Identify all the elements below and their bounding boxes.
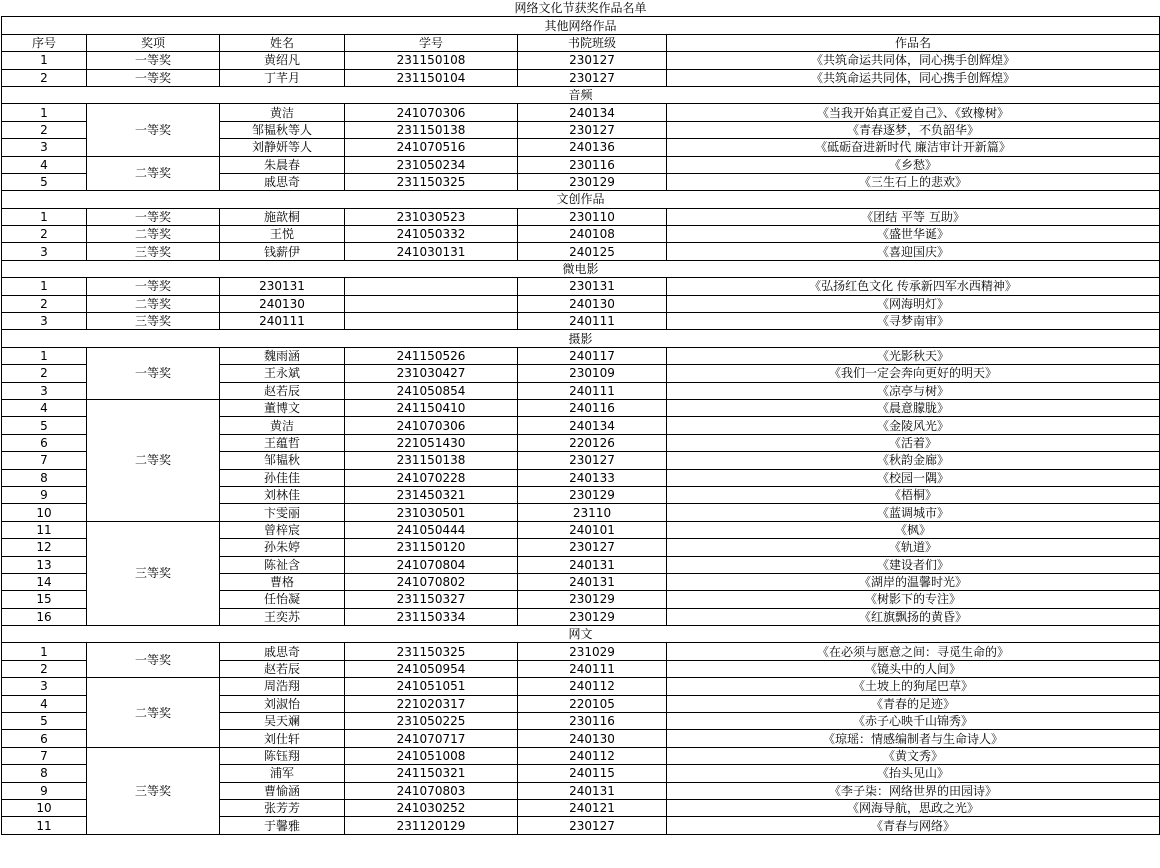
- class-code: 240130: [518, 295, 667, 312]
- award-cell: 三等奖: [87, 747, 220, 834]
- class-code: 240112: [518, 678, 667, 695]
- student-id: 231150120: [345, 539, 518, 556]
- section-row: [2, 17, 1160, 34]
- award-list-body: [2, 0, 1160, 834]
- student-id: 241050854: [345, 382, 518, 399]
- class-code: 240133: [518, 469, 667, 486]
- table-row: [2, 208, 1160, 225]
- student-id: 241070516: [345, 139, 518, 156]
- winner-name: 曾梓宸: [220, 521, 345, 538]
- winner-name: 任怡凝: [220, 591, 345, 608]
- table-row: [2, 521, 1160, 538]
- col-header-award: 奖项: [87, 34, 220, 51]
- student-id: 231030523: [345, 208, 518, 225]
- student-id: 221020317: [345, 695, 518, 712]
- work-title: 《土坡上的狗尾巴草》: [667, 678, 1160, 695]
- row-index: 2: [2, 295, 87, 312]
- class-code: 240121: [518, 799, 667, 816]
- work-title: 《我们一定会奔向更好的明天》: [667, 365, 1160, 382]
- student-id: 241050444: [345, 521, 518, 538]
- row-index: 2: [2, 69, 87, 86]
- row-index: 1: [2, 104, 87, 121]
- table-row: [2, 243, 1160, 260]
- student-id: 241030252: [345, 799, 518, 816]
- award-cell: 一等奖: [87, 347, 220, 399]
- winner-name: 黄洁: [220, 417, 345, 434]
- winner-name: 王蕴哲: [220, 434, 345, 451]
- row-index: 7: [2, 747, 87, 764]
- class-code: 231029: [518, 643, 667, 660]
- winner-name: 丁芊月: [220, 69, 345, 86]
- class-code: 240125: [518, 243, 667, 260]
- table-row: [2, 226, 1160, 243]
- student-id: 231050225: [345, 713, 518, 730]
- work-title: 《秋韵金廊》: [667, 452, 1160, 469]
- row-index: 15: [2, 591, 87, 608]
- award-cell: 二等奖: [87, 295, 220, 312]
- row-index: 11: [2, 817, 87, 834]
- work-title: 《青春逐梦，不负韶华》: [667, 121, 1160, 138]
- work-title: 《砥砺奋进新时代 廉洁审计开新篇》: [667, 139, 1160, 156]
- winner-name: 孙佳佳: [220, 469, 345, 486]
- winner-name: 王悦: [220, 226, 345, 243]
- table-row: [2, 52, 1160, 69]
- student-id: 231030501: [345, 504, 518, 521]
- award-cell: 二等奖: [87, 226, 220, 243]
- table-row: [2, 347, 1160, 364]
- student-id: 241050954: [345, 660, 518, 677]
- work-title: 《共筑命运共同体，同心携手创辉煌》: [667, 69, 1160, 86]
- work-title: 《喜迎国庆》: [667, 243, 1160, 260]
- col-header-name: 姓名: [220, 34, 345, 51]
- row-index: 6: [2, 434, 87, 451]
- row-index: 10: [2, 504, 87, 521]
- award-cell: 三等奖: [87, 243, 220, 260]
- table-row: [2, 399, 1160, 416]
- table-row: [2, 69, 1160, 86]
- table-row: [2, 678, 1160, 695]
- winner-name: 刘淑怡: [220, 695, 345, 712]
- student-id: 241051008: [345, 747, 518, 764]
- work-title: 《青春与网络》: [667, 817, 1160, 834]
- row-index: 8: [2, 469, 87, 486]
- row-index: 11: [2, 521, 87, 538]
- award-cell: 二等奖: [87, 399, 220, 521]
- student-id: 231450321: [345, 486, 518, 503]
- row-index: 5: [2, 173, 87, 190]
- section-row: [2, 191, 1160, 208]
- class-code: 240136: [518, 139, 667, 156]
- row-index: 3: [2, 139, 87, 156]
- winner-name: 孙朱婷: [220, 539, 345, 556]
- winner-name: 周浩翔: [220, 678, 345, 695]
- row-index: 4: [2, 156, 87, 173]
- award-cell: 一等奖: [87, 643, 220, 678]
- work-title: 《湖岸的温馨时光》: [667, 573, 1160, 590]
- row-index: 3: [2, 678, 87, 695]
- winner-name: 施歆桐: [220, 208, 345, 225]
- winner-name: 钱薪伊: [220, 243, 345, 260]
- student-id: 221051430: [345, 434, 518, 451]
- row-index: 13: [2, 556, 87, 573]
- award-cell: 一等奖: [87, 278, 220, 295]
- work-title: 《黄文秀》: [667, 747, 1160, 764]
- work-title: 《寻梦南审》: [667, 313, 1160, 330]
- student-id: 241070306: [345, 104, 518, 121]
- work-title: 《凉亭与树》: [667, 382, 1160, 399]
- row-index: 4: [2, 695, 87, 712]
- row-index: 1: [2, 208, 87, 225]
- winner-name: 吴天斓: [220, 713, 345, 730]
- table-row: [2, 643, 1160, 660]
- class-code: 240115: [518, 765, 667, 782]
- table-row: [2, 313, 1160, 330]
- table-row: [2, 747, 1160, 764]
- section-title: 音频: [2, 86, 1160, 103]
- class-code: 240134: [518, 104, 667, 121]
- class-code: 230110: [518, 208, 667, 225]
- row-index: 14: [2, 573, 87, 590]
- student-id: 231150334: [345, 608, 518, 625]
- table-row: [2, 295, 1160, 312]
- award-list-table: [1, 0, 1160, 835]
- class-code: 230109: [518, 365, 667, 382]
- class-code: 240112: [518, 747, 667, 764]
- class-code: 230129: [518, 591, 667, 608]
- row-index: 5: [2, 713, 87, 730]
- page-title: 网络文化节获奖作品名单: [514, 1, 647, 16]
- winner-name: 张芳芳: [220, 799, 345, 816]
- student-id: 241070228: [345, 469, 518, 486]
- row-index: 5: [2, 417, 87, 434]
- class-code: 240108: [518, 226, 667, 243]
- row-index: 1: [2, 347, 87, 364]
- winner-name: 董博文: [220, 399, 345, 416]
- section-title: 网文: [2, 626, 1160, 643]
- winner-name: 王永斌: [220, 365, 345, 382]
- winner-name: 黄绍凡: [220, 52, 345, 69]
- row-index: 1: [2, 278, 87, 295]
- class-code: 240131: [518, 782, 667, 799]
- award-cell: 二等奖: [87, 678, 220, 748]
- award-cell: 三等奖: [87, 313, 220, 330]
- winner-name: 240130: [220, 295, 345, 312]
- work-title: 《网海明灯》: [667, 295, 1160, 312]
- work-title: 《当我开始真正爱自己》、《致橡树》: [667, 104, 1160, 121]
- work-title: 《晨意朦胧》: [667, 399, 1160, 416]
- class-code: 240131: [518, 556, 667, 573]
- student-id: 241150410: [345, 399, 518, 416]
- class-code: 230131: [518, 278, 667, 295]
- title-row: [2, 0, 1160, 17]
- row-index: 12: [2, 539, 87, 556]
- winner-name: 浦军: [220, 765, 345, 782]
- class-code: 220126: [518, 434, 667, 451]
- row-index: 2: [2, 121, 87, 138]
- class-code: 230129: [518, 486, 667, 503]
- student-id: 231150138: [345, 121, 518, 138]
- section-title: 其他网络作品: [2, 17, 1160, 34]
- work-title: 《红旗飘扬的黄昏》: [667, 608, 1160, 625]
- class-code: 240111: [518, 660, 667, 677]
- winner-name: 王奕苏: [220, 608, 345, 625]
- work-title: 《盛世华诞》: [667, 226, 1160, 243]
- header-row: [2, 34, 1160, 51]
- work-title: 《共筑命运共同体，同心携手创辉煌》: [667, 52, 1160, 69]
- row-index: 3: [2, 243, 87, 260]
- work-title: 《青春的足迹》: [667, 695, 1160, 712]
- section-title: 微电影: [2, 260, 1160, 277]
- class-code: 230116: [518, 156, 667, 173]
- winner-name: 朱晨春: [220, 156, 345, 173]
- student-id: 231120129: [345, 817, 518, 834]
- class-code: 240116: [518, 399, 667, 416]
- work-title: 《李子柒：网络世界的田园诗》: [667, 782, 1160, 799]
- row-index: 6: [2, 730, 87, 747]
- winner-name: 卞雯丽: [220, 504, 345, 521]
- student-id: 231150108: [345, 52, 518, 69]
- work-title: 《蓝调城市》: [667, 504, 1160, 521]
- row-index: 2: [2, 226, 87, 243]
- winner-name: 刘静妍等人: [220, 139, 345, 156]
- row-index: 4: [2, 399, 87, 416]
- row-index: 7: [2, 452, 87, 469]
- class-code: 230127: [518, 69, 667, 86]
- student-id: 231150327: [345, 591, 518, 608]
- work-title: 《在必须与愿意之间：寻觅生命的》: [667, 643, 1160, 660]
- student-id: 231150325: [345, 173, 518, 190]
- student-id: 231150104: [345, 69, 518, 86]
- table-row: [2, 278, 1160, 295]
- work-title: 《轨道》: [667, 539, 1160, 556]
- work-title: 《校园一隅》: [667, 469, 1160, 486]
- winner-name: 黄洁: [220, 104, 345, 121]
- winner-name: 赵若辰: [220, 660, 345, 677]
- work-title: 《光影秋天》: [667, 347, 1160, 364]
- row-index: 8: [2, 765, 87, 782]
- student-id: [345, 295, 518, 312]
- student-id: 241070306: [345, 417, 518, 434]
- row-index: 2: [2, 365, 87, 382]
- student-id: 241070802: [345, 573, 518, 590]
- table-row: [2, 104, 1160, 121]
- class-code: 240117: [518, 347, 667, 364]
- winner-name: 曹愉涵: [220, 782, 345, 799]
- work-title: 《梧桐》: [667, 486, 1160, 503]
- winner-name: 230131: [220, 278, 345, 295]
- col-header-work: 作品名: [667, 34, 1160, 51]
- class-code: 240101: [518, 521, 667, 538]
- winner-name: 赵若辰: [220, 382, 345, 399]
- work-title: 《树影下的专注》: [667, 591, 1160, 608]
- winner-name: 240111: [220, 313, 345, 330]
- student-id: 231150138: [345, 452, 518, 469]
- class-code: 230127: [518, 121, 667, 138]
- section-row: [2, 86, 1160, 103]
- winner-name: 戚思奇: [220, 643, 345, 660]
- student-id: 241150321: [345, 765, 518, 782]
- class-code: 240111: [518, 313, 667, 330]
- student-id: 231030427: [345, 365, 518, 382]
- section-row: [2, 626, 1160, 643]
- award-cell: 二等奖: [87, 156, 220, 191]
- work-title: 《建设者们》: [667, 556, 1160, 573]
- student-id: 241050332: [345, 226, 518, 243]
- work-title: 《金陵风光》: [667, 417, 1160, 434]
- row-index: 16: [2, 608, 87, 625]
- award-cell: 三等奖: [87, 521, 220, 625]
- winner-name: 陈祉含: [220, 556, 345, 573]
- work-title: 《赤子心映千山锦秀》: [667, 713, 1160, 730]
- student-id: 241030131: [345, 243, 518, 260]
- work-title: 《团结 平等 互助》: [667, 208, 1160, 225]
- student-id: [345, 313, 518, 330]
- student-id: [345, 278, 518, 295]
- winner-name: 陈钰翔: [220, 747, 345, 764]
- work-title: 《网海导航，思政之光》: [667, 799, 1160, 816]
- student-id: 231150325: [345, 643, 518, 660]
- row-index: 2: [2, 660, 87, 677]
- class-code: 23110: [518, 504, 667, 521]
- class-code: 230127: [518, 817, 667, 834]
- class-code: 230129: [518, 173, 667, 190]
- class-code: 240134: [518, 417, 667, 434]
- row-index: 1: [2, 52, 87, 69]
- section-title: 摄影: [2, 330, 1160, 347]
- winner-name: 邹韫秋: [220, 452, 345, 469]
- class-code: 220105: [518, 695, 667, 712]
- row-index: 10: [2, 799, 87, 816]
- student-id: 241150526: [345, 347, 518, 364]
- award-cell: 一等奖: [87, 208, 220, 225]
- row-index: 9: [2, 486, 87, 503]
- award-cell: 一等奖: [87, 69, 220, 86]
- student-id: 241070804: [345, 556, 518, 573]
- work-title: 《镜头中的人间》: [667, 660, 1160, 677]
- class-code: 230129: [518, 608, 667, 625]
- winner-name: 曹格: [220, 573, 345, 590]
- col-header-student-id: 学号: [345, 34, 518, 51]
- work-title: 《枫》: [667, 521, 1160, 538]
- winner-name: 邹韫秋等人: [220, 121, 345, 138]
- section-row: [2, 330, 1160, 347]
- class-code: 230116: [518, 713, 667, 730]
- work-title: 《乡愁》: [667, 156, 1160, 173]
- student-id: 241070803: [345, 782, 518, 799]
- award-cell: 一等奖: [87, 52, 220, 69]
- class-code: 240111: [518, 382, 667, 399]
- student-id: 231050234: [345, 156, 518, 173]
- row-index: 1: [2, 643, 87, 660]
- row-index: 3: [2, 382, 87, 399]
- winner-name: 戚思奇: [220, 173, 345, 190]
- award-cell: 一等奖: [87, 104, 220, 156]
- student-id: 241070717: [345, 730, 518, 747]
- col-header-class: 书院班级: [518, 34, 667, 51]
- winner-name: 刘林佳: [220, 486, 345, 503]
- section-row: [2, 260, 1160, 277]
- row-index: 9: [2, 782, 87, 799]
- class-code: 230127: [518, 52, 667, 69]
- work-title: 《抬头见山》: [667, 765, 1160, 782]
- class-code: 230127: [518, 539, 667, 556]
- class-code: 240131: [518, 573, 667, 590]
- section-title: 文创作品: [2, 191, 1160, 208]
- work-title: 《活着》: [667, 434, 1160, 451]
- winner-name: 刘仕轩: [220, 730, 345, 747]
- table-row: [2, 156, 1160, 173]
- row-index: 3: [2, 313, 87, 330]
- col-header-index: 序号: [2, 34, 87, 51]
- winner-name: 于馨雅: [220, 817, 345, 834]
- work-title: 《三生石上的悲欢》: [667, 173, 1160, 190]
- winner-name: 魏雨涵: [220, 347, 345, 364]
- class-code: 230127: [518, 452, 667, 469]
- work-title: 《琼瑶：情感编制者与生命诗人》: [667, 730, 1160, 747]
- student-id: 241051051: [345, 678, 518, 695]
- class-code: 240130: [518, 730, 667, 747]
- work-title: 《弘扬红色文化 传承新四军水西精神》: [667, 278, 1160, 295]
